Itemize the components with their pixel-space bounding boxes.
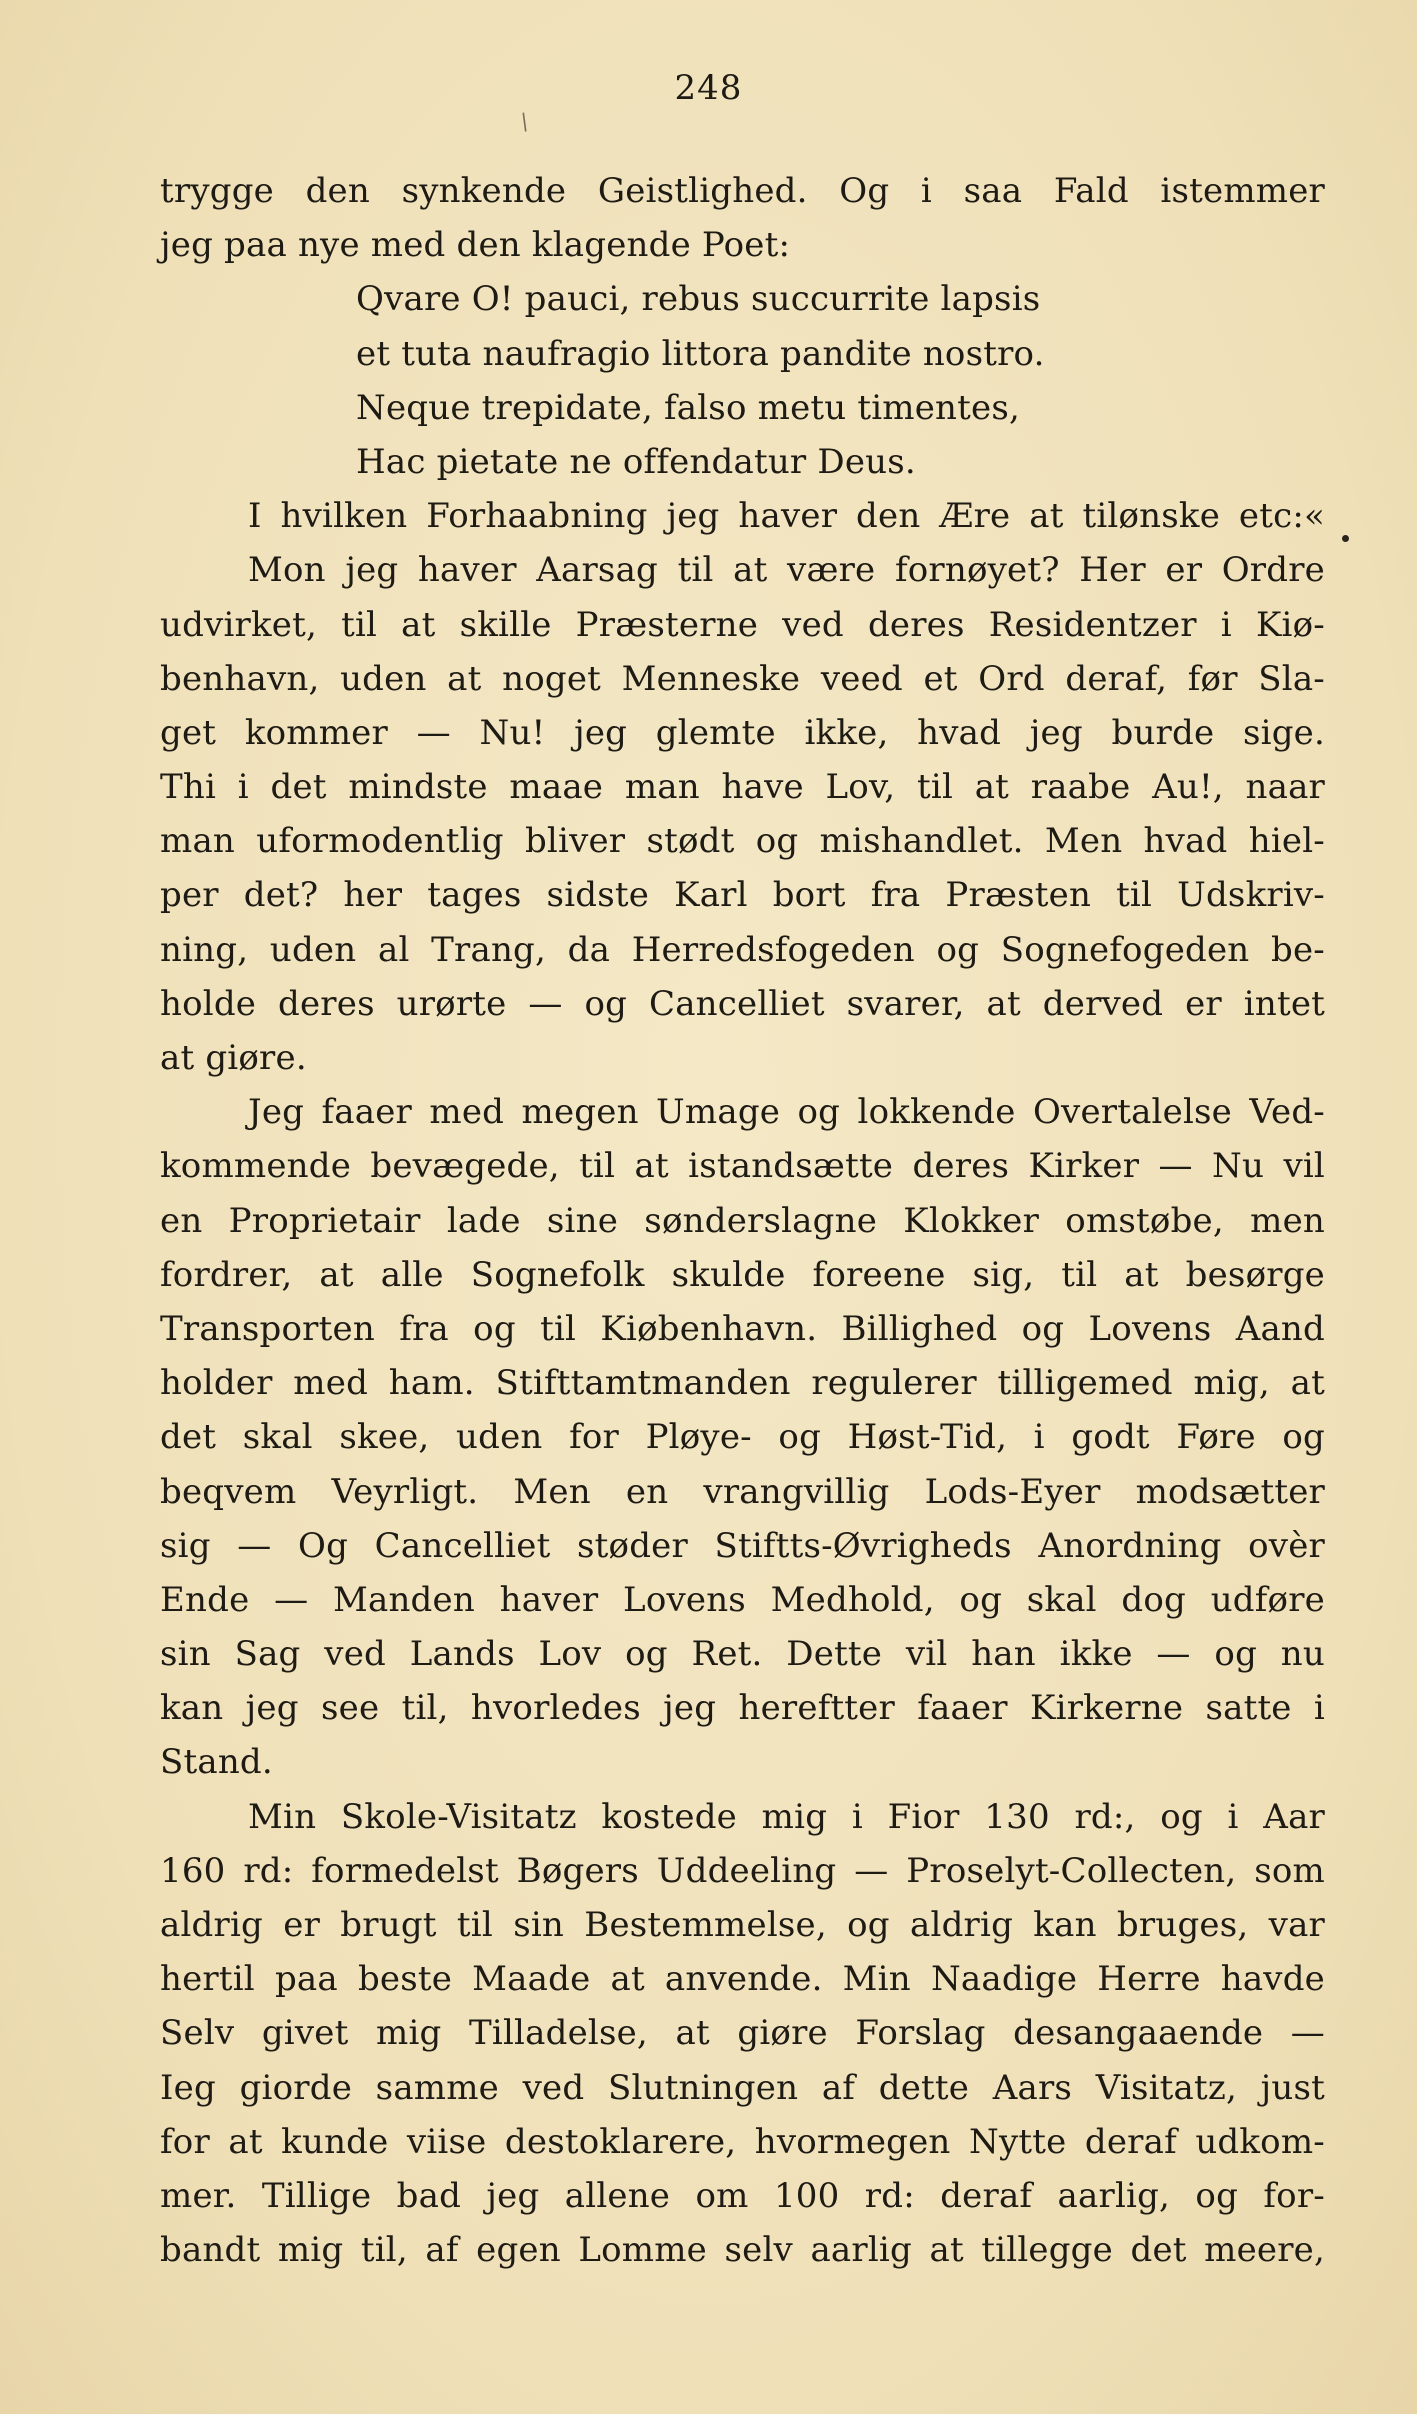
text-line: bandt mig til, af egen Lomme selv aarlig at tillegge det meere, xyxy=(160,2230,1325,2271)
text-line: Mon jeg haver Aarsag til at være fornøyet? Her er Ordre xyxy=(248,550,1325,591)
text-line: holder med ham. Stifttamtmanden regulerer tilligemed mig, at xyxy=(160,1363,1325,1404)
text-line: I hvilken Forhaabning jeg haver den Ære at tilønske etc:« xyxy=(248,496,1325,537)
page-number: 248 xyxy=(674,68,743,108)
text-line: det skal skee, uden for Pløye- og Høst-Tid, i godt Føre og xyxy=(160,1417,1325,1458)
text-line: en Proprietair lade sine sønderslagne Klokker omstøbe, men xyxy=(160,1200,1325,1241)
pencil-tick-mark: / xyxy=(516,109,534,136)
text-line: for at kunde viise destoklarere, hvormegen Nytte deraf udkom- xyxy=(160,2121,1325,2162)
text-line: benhavn, uden at noget Menneske veed et Ord deraf, før Sla- xyxy=(160,658,1325,699)
text-line: Selv givet mig Tilladelse, at giøre Forslag desangaaende — xyxy=(160,2013,1325,2054)
text-line: 160 rd: formedelst Bøgers Uddeeling — Proselyt-Collecten, som xyxy=(160,1850,1325,1891)
text-line: fordrer, at alle Sognefolk skulde foreene sig, til at besørge xyxy=(160,1254,1325,1295)
text-line: jeg paa nye med den klagende Poet: xyxy=(160,225,791,266)
text-line: kommende bevægede, til at istandsætte deres Kirker — Nu vil xyxy=(160,1146,1325,1187)
text-line: sig — Og Cancelliet støder Stiftts-Øvrigheds Anordning ovèr xyxy=(160,1525,1325,1566)
text-line: udvirket, til at skille Præsterne ved deres Residentzer i Kiø- xyxy=(160,604,1325,645)
text-line: kan jeg see til, hvorledes jeg hereftter faaer Kirkerne satte i xyxy=(160,1688,1325,1729)
text-line: beqvem Veyrligt. Men en vrangvillig Lods-Eyer modsætter xyxy=(160,1471,1325,1512)
text-line: per det? her tages sidste Karl bort fra Præsten til Udskriv- xyxy=(160,875,1325,916)
verse-line: Qvare O! pauci, rebus succurrite lapsis xyxy=(356,279,1041,320)
text-line: mer. Tillige bad jeg allene om 100 rd: deraf aarlig, og for- xyxy=(160,2175,1325,2216)
text-line: Min Skole-Visitatz kostede mig i Fior 130 rd:, og i Aar xyxy=(248,1796,1325,1837)
text-line: Transporten fra og til Kiøbenhavn. Billighed og Lovens Aand xyxy=(160,1308,1325,1349)
text-line: at giøre. xyxy=(160,1038,307,1078)
text-line: sin Sag ved Lands Lov og Ret. Dette vil han ikke — og nu xyxy=(160,1634,1325,1675)
verse-line: Neque trepidate, falso metu timentes, xyxy=(356,387,1020,428)
text-line: get kommer — Nu! jeg glemte ikke, hvad jeg burde sige. xyxy=(160,712,1325,753)
body-text xyxy=(160,164,1325,2277)
text-line: Ieg giorde samme ved Slutningen af dette Aars Visitatz, just xyxy=(160,2067,1325,2108)
verse-line: et tuta naufragio littora pandite nostro. xyxy=(356,333,1045,374)
text-line: aldrig er brugt til sin Bestemmelse, og aldrig kan bruges, var xyxy=(160,1905,1325,1945)
margin-dot-mark xyxy=(1342,535,1349,542)
text-line: trygge den synkende Geistlighed. Og i saa Fald istemmer xyxy=(160,171,1325,211)
text-line: ning, uden al Trang, da Herredsfogeden og Sognefogeden be- xyxy=(160,929,1325,970)
text-line: Jeg faaer med megen Umage og lokkende Overtalelse Ved- xyxy=(248,1092,1325,1133)
text-line: man uformodentlig bliver stødt og mishandlet. Men hvad hiel- xyxy=(160,821,1325,862)
text-line: Ende — Manden haver Lovens Medhold, og skal dog udføre xyxy=(160,1579,1325,1620)
text-line: Stand. xyxy=(160,1742,273,1783)
text-line: holde deres urørte — og Cancelliet svarer, at derved er intet xyxy=(160,983,1325,1024)
text-line: Thi i det mindste maae man have Lov, til at raabe Au!, naar xyxy=(160,767,1325,808)
text-line: hertil paa beste Maade at anvende. Min Naadige Herre havde xyxy=(160,1959,1325,2000)
verse-line: Hac pietate ne offendatur Deus. xyxy=(356,441,916,482)
